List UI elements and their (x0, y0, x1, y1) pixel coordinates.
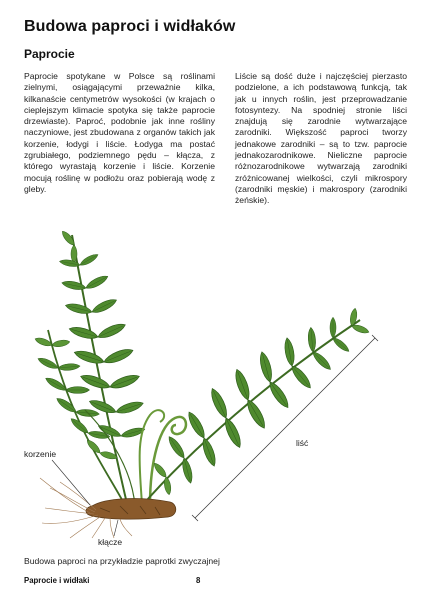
page-number: 8 (196, 576, 201, 585)
fern-frond-right (140, 308, 370, 508)
label-rhizome: kłącze (98, 537, 123, 547)
fiddlehead (140, 410, 186, 505)
rhizome (86, 499, 176, 520)
rhizome-leader (114, 520, 118, 536)
roots-leader (52, 460, 90, 505)
footer-section: Paprocie i widłaki (24, 576, 90, 585)
paragraph-right: Liście są dość duże i najczęściej pierzasto podzielone, a ich podstawową funkcją, tak jak u innych roślin, jest przeprowadzanie fotosyntezy. Na spodniej stronie liści znajdują się zarodnie wytwarzające zarodniki. Większość paproci tworzy jednakowe zarodniki – są to tzw. paprocie jednakozarodnikowe. Nieliczne paprocie różnozarodnikowe wytwarzają zarodniki zróżnicowanej wielkości, czyli mikrospory (zarodniki męskie) i makrospory (zarodniki żeńskie). (235, 71, 407, 206)
fern-illustration (0, 220, 427, 540)
text-column-left (24, 71, 215, 195)
page-title: Budowa paproci i widłaków (24, 18, 236, 35)
label-leaf: liść (296, 438, 309, 448)
figure-caption: Budowa paproci na przykładzie paprotki zwyczajnej (24, 556, 220, 566)
text-column-right (235, 71, 407, 207)
label-roots: korzenie (24, 449, 57, 459)
paragraph-left: Paprocie spotykane w Polsce są roślinami zielnymi, osiągającymi przeważnie kilka, kilkanaście centymetrów wysokości (w krajach o cieplejszym klimacie spotyka się także paprocie drzewiaste). Paproć, podobnie jak inne rośliny naczyniowe, jest zbudowana z organów takich jak korzenie, łodygi i liście. Łodyga ma postać zgrubiałego, podziemnego pędu – kłącza, z którego wyrastają korzenie i liście. Korzenie mocują roślinę w podłożu oraz pobierają wodę z gleby. (24, 71, 215, 194)
section-subtitle: Paprocie (24, 47, 75, 61)
